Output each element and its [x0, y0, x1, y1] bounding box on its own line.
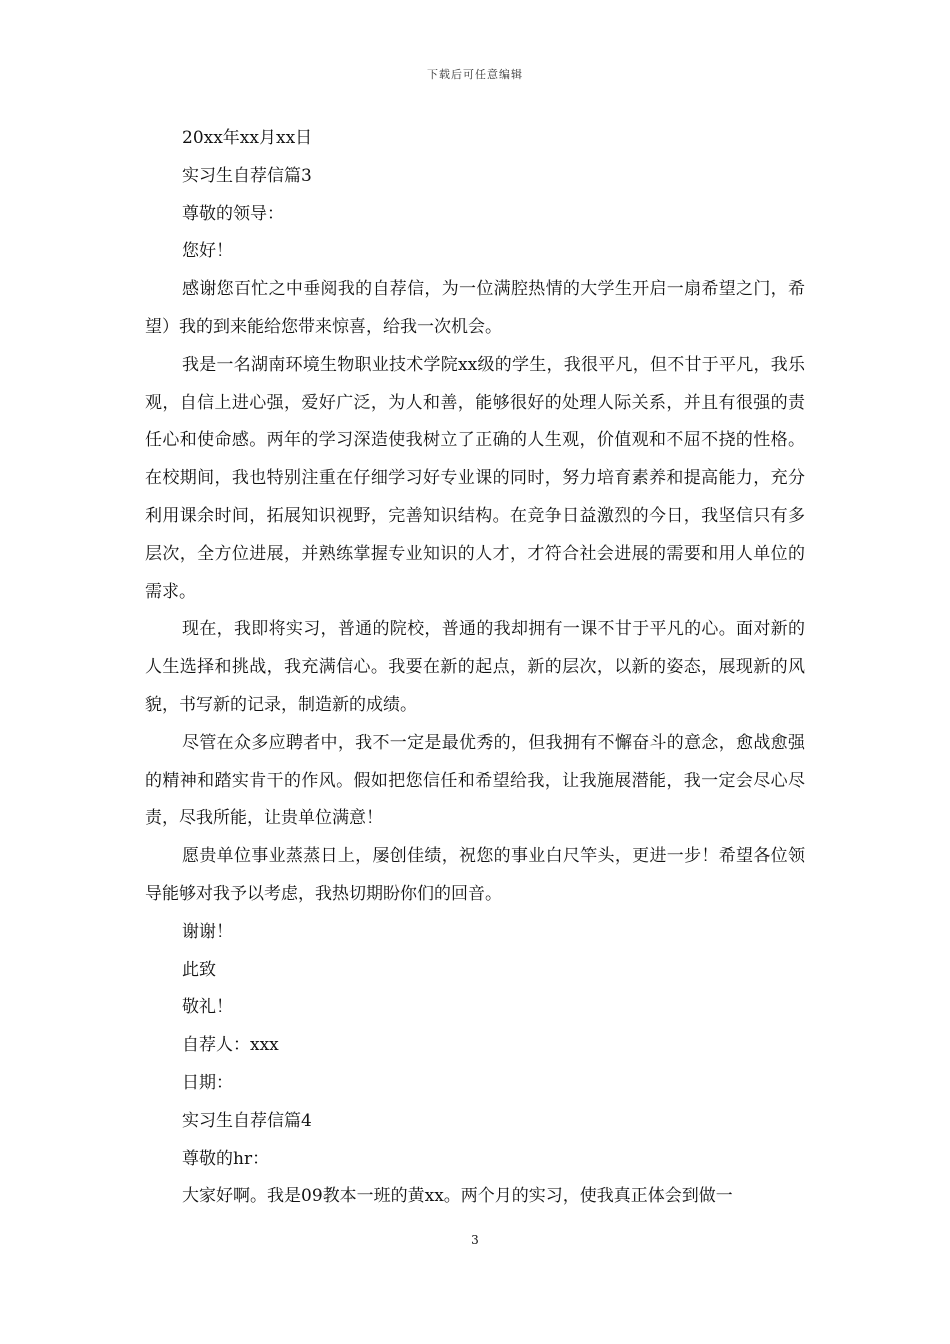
section-title-4: 实习生自荐信篇4: [182, 1110, 312, 1131]
body-paragraph: 大家好啊。我是09教本一班的黄xx。两个月的实习，使我真正体会到做一: [182, 1186, 733, 1207]
page-number: 3: [471, 1233, 479, 1247]
closing-line: 此致: [182, 959, 216, 980]
signature-line: 自荐人：xxx: [182, 1035, 279, 1056]
letter-date: 20xx年xx月xx日: [182, 128, 313, 148]
body-paragraph: 愿贵单位事业蒸蒸日上，屡创佳绩，祝您的事业白尺竿头，更进一步！希望各位领导能够对我予以考虑，我热切期盼你们的回音。: [145, 846, 805, 904]
body-paragraph: 感谢您百忙之中垂阅我的自荐信，为一位满腔热情的大学生开启一扇希望之门，希望）我的到来能给您带来惊喜，给我一次机会。: [145, 279, 805, 337]
body-paragraph: 尽管在众多应聘者中，我不一定是最优秀的，但我拥有不懈奋斗的意念，愈战愈强的精神和踏实肯干的作风。假如把您信任和希望给我，让我施展潜能，我一定会尽心尽责，尽我所能，让贵单位满意！: [145, 732, 805, 829]
salutation: 尊敬的领导：: [182, 203, 284, 224]
body-paragraph: 我是一名湖南环境生物职业技术学院xx级的学生，我很平凡，但不甘于平凡，我乐观，自信上进心强，爱好广泛，为人和善，能够很好的处理人际关系，并且有很强的责任心和使命感。两年的学习深造使我树立了正确的人生观，价值观和不屈不挠的性格。在校期间，我也特别注重在仔细学习好专业课的同时，努力培育素养和提高能力，充分利用课余时间，拓展知识视野，完善知识结构。在竞争日益激烈的今日，我坚信只有多层次，全方位进展，并熟练掌握专业知识的人才，才符合社会进展的需要和用人单位的需求。: [145, 354, 805, 602]
closing-salute: 敬礼！: [182, 997, 233, 1018]
page-header: 下载后可任意编辑: [427, 68, 523, 81]
greeting: 您好！: [182, 241, 233, 262]
date-line: 日期：: [182, 1072, 233, 1093]
thanks-line: 谢谢！: [182, 921, 233, 942]
body-paragraph: 现在，我即将实习，普通的院校，普通的我却拥有一课不甘于平凡的心。面对新的人生选择和挑战，我充满信心。我要在新的起点，新的层次，以新的姿态，展现新的风貌，书写新的记录，制造新的成绩。: [145, 619, 805, 715]
section-title-3: 实习生自荐信篇3: [182, 165, 312, 186]
salutation-hr: 尊敬的hr：: [182, 1148, 270, 1169]
letter-body: [145, 120, 805, 1216]
